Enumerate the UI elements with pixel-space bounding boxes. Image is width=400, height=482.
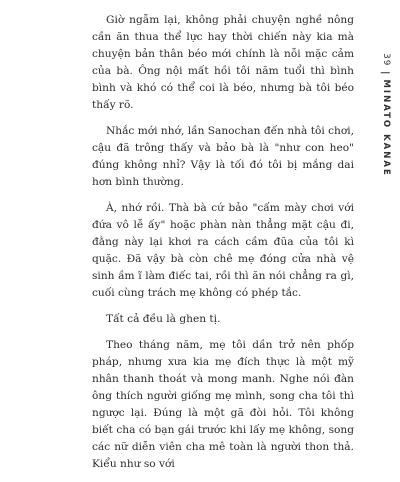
page-number: 39 [381, 53, 391, 67]
book-page-text [92, 12, 354, 482]
paragraph: Giờ ngẫm lại, không phải chuyện nghề nông cần ăn thua thể lực hay thời chiến này kia mà chuyện bản thân béo mới chính là nỗi mặc cảm của bà. Ông nội mất hồi tôi năm tuổi thì bình bình và khó có thể coi là béo, nhưng bà tôi béo thấy rõ. [92, 14, 354, 111]
paragraph: Nhắc mới nhớ, lần Sanochan đến nhà tôi chơi, cậu đã trông thấy và bảo bà là "như con heo" đúng không nhỉ? Vậy là tối đó tôi bị mắng dai hơn bình thường. [92, 125, 354, 188]
paragraph: Theo tháng năm, mẹ tôi dần trở nên phốp pháp, nhưng xưa kia mẹ đích thực là một mỹ nhân thanh thoát và mong manh. Nghe nói đàn ông thích người giống mẹ mình, song cha tôi thì ngược lại. Đúng là một gã đòi hỏi. Tôi không biết cha có bạn gái trước khi lấy mẹ không, song các nữ diễn viên cha mê toàn là người thon thả. Kiểu như so với [92, 339, 354, 470]
paragraph: À, nhớ rồi. Thà bà cứ bảo "cấm mày chơi với đứa vô lễ ấy" hoặc phàn nàn thẳng mặt cậu đi, đằng này lại khơi ra cách cầm đũa của tôi kì quặc. Đã vậy bà còn chê mẹ đóng cửa nhà vệ sinh ầm ĩ làm điếc tai, rồi thì ăn nói chẳng ra gì, cuối cùng trách mẹ không có phép tắc. [92, 202, 354, 299]
running-header-text [381, 53, 391, 177]
separator-line [382, 72, 391, 73]
paragraph: Tất cả đều là ghen tị. [106, 313, 221, 325]
running-header [374, 55, 398, 175]
author-name: MINATO KANAE [381, 79, 391, 177]
